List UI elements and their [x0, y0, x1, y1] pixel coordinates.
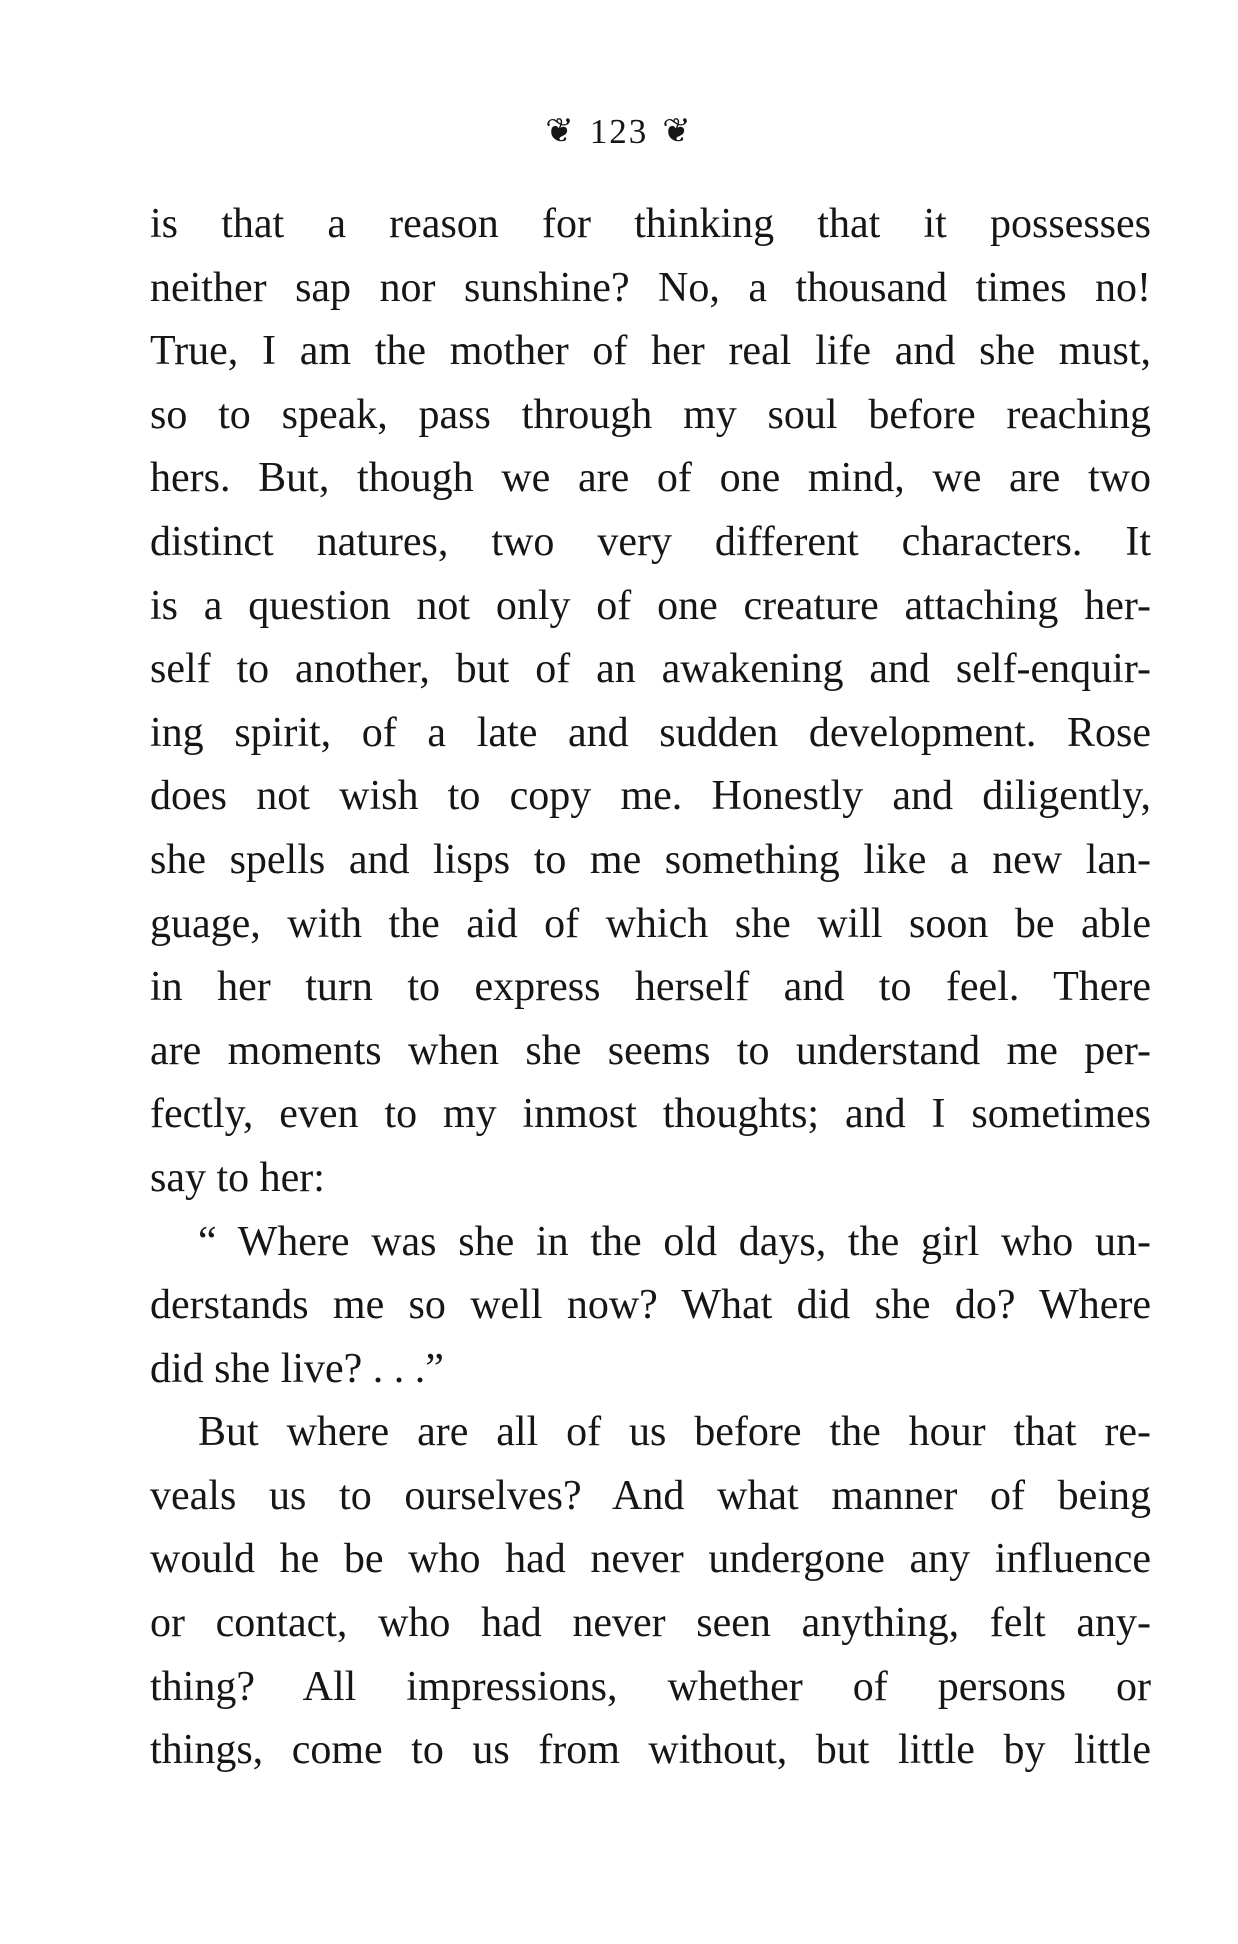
paragraph-end-line: did she live? . . .”: [150, 1345, 444, 1392]
text-line: veals us to ourselves? And what manner of being: [150, 1472, 1151, 1519]
text-line: distinct natures, two very different characters. It: [150, 518, 1151, 565]
body-text: [150, 197, 1151, 1787]
text-line: she spells and lisps to me something like a new lan-: [150, 836, 1151, 883]
text-line: derstands me so well now? What did she do? Where: [150, 1282, 1151, 1329]
text-line: is that a reason for thinking that it possesses: [150, 201, 1151, 247]
text-line: things, come to us from without, but little by little: [150, 1727, 1151, 1774]
text-line: neither sap nor sunshine? No, a thousand times no!: [150, 264, 1151, 311]
text-line: would he be who had never undergone any influence: [150, 1536, 1151, 1583]
fleuron-ornament-icon: ❦: [662, 113, 693, 150]
text-line: hers. But, though we are of one mind, we are two: [150, 455, 1151, 502]
text-line: fectly, even to my inmost thoughts; and I sometimes: [150, 1091, 1151, 1138]
paragraph-first-line: But where are all of us before the hour that re-: [198, 1409, 1151, 1456]
text-line: ing spirit, of a late and sudden development. Rose: [150, 709, 1151, 756]
text-line: thing? All impressions, whether of persons or: [150, 1663, 1151, 1710]
text-line: is a question not only of one creature attaching her-: [150, 582, 1151, 629]
text-line: in her turn to express herself and to feel. There: [150, 964, 1151, 1011]
text-line: guage, with the aid of which she will soon be able: [150, 900, 1151, 947]
text-line: self to another, but of an awakening and self-enquir-: [150, 646, 1151, 693]
text-line: does not wish to copy me. Honestly and diligently,: [150, 773, 1151, 820]
text-line: True, I am the mother of her real life and she must,: [150, 328, 1151, 375]
text-line: are moments when she seems to understand me per-: [150, 1027, 1151, 1074]
page-number: 123: [589, 112, 649, 151]
text-line: so to speak, pass through my soul before reaching: [150, 391, 1151, 438]
paragraph-end-line: say to her:: [150, 1154, 325, 1201]
quote-first-line: “ Where was she in the old days, the girl who un-: [198, 1218, 1151, 1265]
running-header: [0, 112, 1238, 152]
fleuron-ornament-icon: ❦: [545, 113, 576, 150]
text-line: or contact, who had never seen anything, felt any-: [150, 1600, 1151, 1647]
